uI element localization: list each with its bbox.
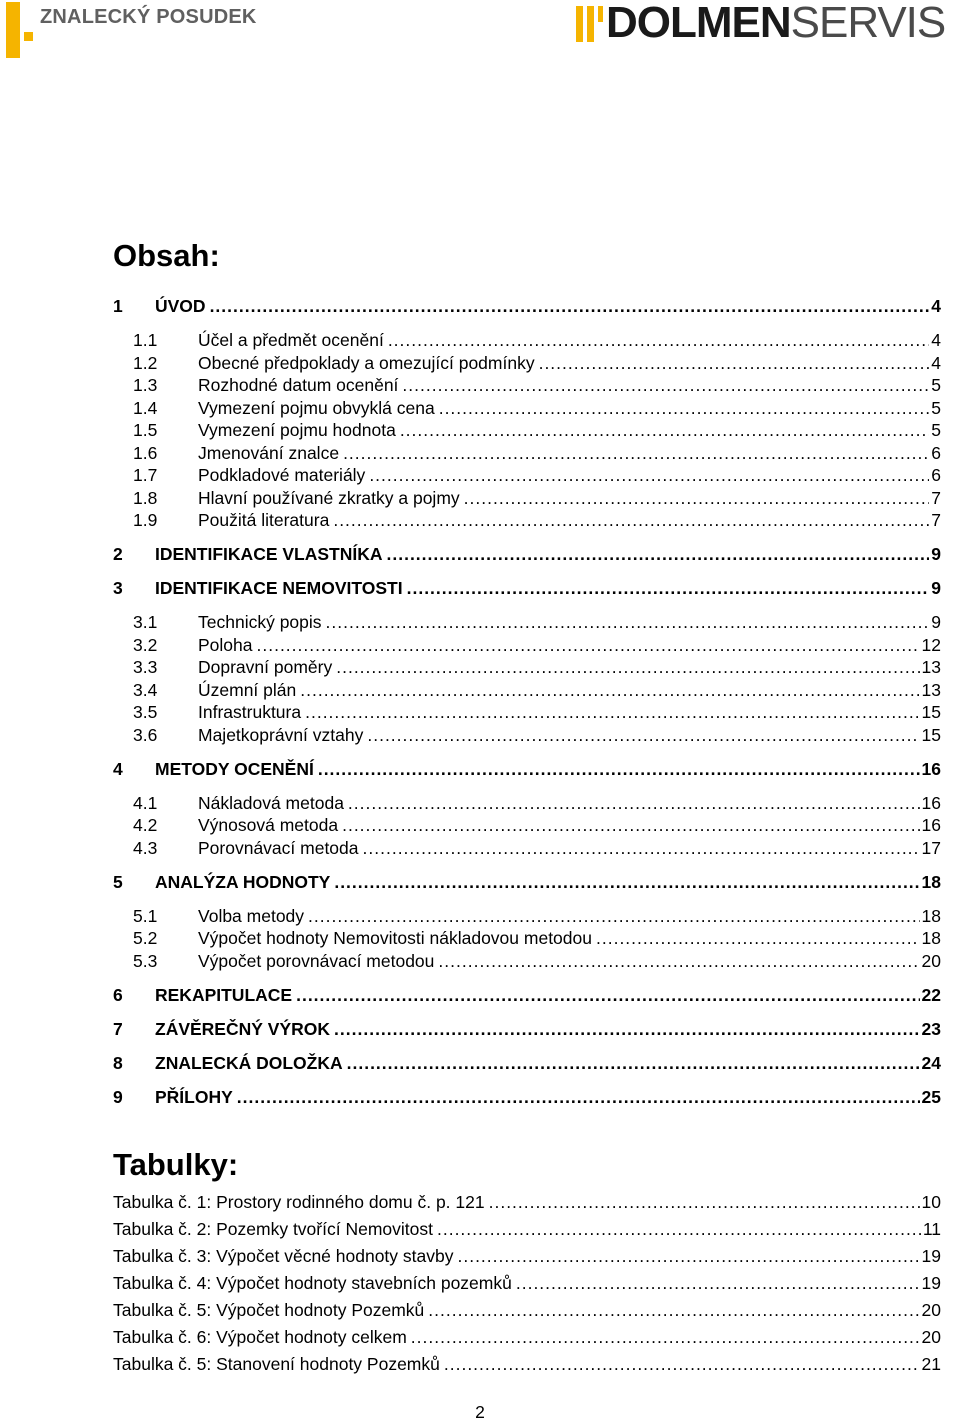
toc-leader-dots [400,419,929,441]
toc-entry-title: Účel a předmět ocenění [198,330,384,350]
toc-entry-page: 20 [921,1327,941,1347]
toc-leader-dots [428,1299,919,1321]
toc-entry[interactable] [133,814,941,836]
toc-entry-page: 5 [931,375,941,395]
toc-entry-title: REKAPITULACE [155,984,293,1005]
toc-entry-number: 7 [113,1018,123,1039]
logo-mark-bar [576,6,583,42]
toc-entry-title: Podkladové materiály [198,465,366,485]
toc-entry-page: 4 [931,352,941,373]
toc-leader-dots [210,295,930,317]
logo-bar [6,2,20,58]
toc-entry-number: 5 [113,871,123,892]
toc-entry-number: 4.2 [133,815,158,835]
toc-leader-dots [388,329,929,351]
toc-entry-page: 9 [931,544,941,564]
toc-entry[interactable] [113,295,941,317]
toc-entry-number: 1.6 [133,442,158,463]
toc-entry-title: PŘÍLOHY [155,1086,233,1107]
toc-leader-dots [367,724,919,746]
toc-entry-number: 1.5 [133,420,158,440]
toc-entry-title: ZÁVĚREČNÝ VÝROK [155,1018,331,1039]
tables-heading: Tabulky: [113,1147,239,1182]
toc-entry-title: Tabulka č. 4: Výpočet hodnoty stavebních pozemků [113,1273,512,1293]
toc-entry-number: 3.3 [133,657,158,677]
toc-leader-dots [336,656,919,678]
logo-light-text: SERVIS [790,0,946,47]
toc-leader-dots [439,397,930,419]
toc-entry-title: Majetkoprávní vztahy [198,724,364,745]
toc-entry-page: 4 [931,330,941,350]
toc-entry[interactable] [133,927,941,949]
logo-bold-text: DOLMEN [606,0,791,47]
table-list-entry[interactable] [113,1191,941,1213]
toc-entry-page: 7 [931,487,941,508]
toc-entry-page: 5 [931,420,941,440]
toc-leader-dots [348,792,920,814]
toc-entry-number: 3.6 [133,724,158,745]
toc-entry-number: 3.2 [133,634,158,655]
toc-entry-page: 22 [921,984,941,1005]
toc-entry-page: 5 [931,397,941,418]
toc-entry-title: Územní plán [198,679,297,700]
toc-leader-dots [516,1272,920,1294]
toc-entry-page: 21 [921,1354,941,1374]
toc-leader-dots [444,1353,920,1375]
toc-leader-dots [369,464,929,486]
toc-entry[interactable] [113,871,941,893]
toc-entry-page: 25 [921,1086,941,1107]
toc-entry-page: 11 [922,1219,941,1239]
toc-entry-page: 18 [921,905,941,926]
toc-entry-number: 8 [113,1052,123,1073]
toc-entry-title: Dopravní poměry [198,657,333,677]
toc-entry-page: 6 [931,465,941,485]
page-header [0,0,960,70]
dolmen-servis-logo [576,0,956,46]
toc-entry[interactable] [133,329,941,351]
toc-entry-page: 20 [921,950,941,971]
toc-entry-page: 6 [931,442,941,463]
toc-leader-dots [343,442,929,464]
toc-entry-title: Tabulka č. 1: Prostory rodinného domu č. p. 121 [113,1192,485,1212]
toc-entry-page: 20 [921,1300,941,1320]
toc-entry-title: Tabulka č. 2: Pozemky tvořící Nemovitost [113,1219,433,1239]
toc-entry-title: Hlavní používané zkratky a pojmy [198,487,460,508]
toc-leader-dots [438,950,919,972]
toc-entry[interactable] [113,1018,941,1040]
toc-entry-number: 2 [113,544,123,564]
toc-entry[interactable] [133,464,941,486]
toc-entry-number: 5.2 [133,928,158,948]
toc-entry-page: 4 [931,296,941,316]
toc-entry-title: Vymezení pojmu hodnota [198,420,396,440]
toc-entry-title: Tabulka č. 3: Výpočet věcné hodnoty stavby [113,1246,454,1266]
toc-entry-number: 1 [113,296,123,316]
toc-entry-page: 19 [921,1273,941,1293]
toc-entry-page: 19 [921,1246,941,1266]
toc-leader-dots [342,814,919,836]
toc-entry-title: Výpočet hodnoty Nemovitosti nákladovou metodou [198,928,592,948]
toc-entry-title: Volba metody [198,905,305,926]
toc-entry-title: Použitá literatura [198,510,330,530]
toc-leader-dots [539,352,930,374]
toc-entry[interactable] [133,442,941,464]
toc-entry-number: 3 [113,578,123,598]
table-list-entry[interactable] [113,1299,941,1321]
toc-leader-dots [318,758,920,780]
logo-mark-bar [587,6,594,42]
toc-leader-dots [334,1018,920,1040]
toc-entry-title: Výpočet porovnávací metodou [198,950,435,971]
toc-entry-title: Obecné předpoklady a omezující podmínky [198,352,535,373]
toc-leader-dots [308,905,919,927]
toc-leader-dots [457,1245,919,1267]
table-list-entry[interactable] [113,1353,941,1375]
toc-leader-dots [411,1326,920,1348]
toc-entry[interactable] [113,1086,941,1108]
table-list-entry[interactable] [113,1245,941,1267]
toc-entry-title: Tabulka č. 5: Výpočet hodnoty Pozemků [113,1300,425,1320]
toc-entry-number: 5.1 [133,905,158,926]
toc-entry-title: Rozhodné datum ocenění [198,375,399,395]
toc-entry[interactable] [133,792,941,814]
toc-entry-title: Porovnávací metoda [198,837,359,858]
toc-entry-number: 1.3 [133,375,158,395]
toc-entry[interactable] [133,701,941,723]
toc-entry[interactable] [133,724,941,746]
toc-leader-dots [326,611,930,633]
toc-leader-dots [305,701,919,723]
table-list-entry[interactable] [113,1218,941,1240]
toc-entry[interactable] [133,509,941,531]
toc-entry-number: 3.1 [133,612,158,632]
toc-entry-page: 24 [921,1052,941,1073]
toc-entry-page: 18 [921,871,941,892]
toc-entry-page: 9 [931,578,941,598]
toc-leader-dots [464,487,930,509]
toc-entry-number: 4 [113,758,123,779]
toc-entry-page: 12 [921,634,941,655]
contents-heading: Obsah: [113,238,220,273]
toc-entry-title: Nákladová metoda [198,792,344,813]
toc-leader-dots [489,1191,920,1213]
toc-leader-dots [596,927,920,949]
toc-entry-page: 17 [921,837,941,858]
toc-entry-title: Vymezení pojmu obvyklá cena [198,397,435,418]
toc-entry[interactable] [113,543,941,565]
toc-entry-number: 5.3 [133,950,158,971]
toc-entry-number: 1.1 [133,330,158,350]
toc-entry-title: ÚVOD [155,296,206,316]
toc-entry-page: 16 [921,758,941,779]
toc-entry[interactable] [133,374,941,396]
toc-entry-number: 9 [113,1086,123,1107]
toc-entry-title: Tabulka č. 5: Stanovení hodnoty Pozemků [113,1354,440,1374]
toc-entry-number: 1.7 [133,465,158,485]
toc-entry[interactable] [133,397,941,419]
page-number: 2 [475,1402,485,1422]
toc-entry-title: ZNALECKÁ DOLOŽKA [155,1052,343,1073]
logo-left-text: ZNALECKÝ POSUDEK [40,6,257,28]
toc-entry[interactable] [133,950,941,972]
toc-leader-dots [334,871,919,893]
toc-entry[interactable] [133,634,941,656]
toc-leader-dots [437,1218,921,1240]
toc-entry-title: ANALÝZA HODNOTY [155,871,331,892]
toc-entry[interactable] [133,679,941,701]
toc-entry-title: Infrastruktura [198,702,302,722]
toc-entry-title: Technický popis [198,612,322,632]
toc-entry-title: Jmenování znalce [198,442,340,463]
toc-leader-dots [387,543,930,565]
toc-entry-page: 15 [921,724,941,745]
toc-entry-page: 16 [921,792,941,813]
toc-entry-title: IDENTIFIKACE NEMOVITOSTI [155,578,403,598]
toc-entry[interactable] [133,656,941,678]
toc-leader-dots [333,509,929,531]
toc-entry-number: 4.3 [133,837,158,858]
toc-entry-page: 13 [921,679,941,700]
toc-entry[interactable] [133,487,941,509]
toc-entry-title: Tabulka č. 6: Výpočet hodnoty celkem [113,1327,407,1347]
toc-entry-page: 13 [921,657,941,677]
toc-entry-title: Výnosová metoda [198,815,339,835]
toc-entry-page: 16 [921,815,941,835]
toc-leader-dots [347,1052,920,1074]
toc-entry-title: IDENTIFIKACE VLASTNÍKA [155,544,383,564]
toc-entry[interactable] [113,758,941,780]
toc-entry-page: 7 [931,510,941,530]
toc-entry[interactable] [113,577,941,599]
toc-leader-dots [237,1086,920,1108]
toc-leader-dots [402,374,929,396]
toc-leader-dots [363,837,920,859]
toc-entry-page: 10 [921,1192,941,1212]
toc-entry-title: Poloha [198,634,253,655]
toc-leader-dots [300,679,919,701]
table-list-entry[interactable] [113,1272,941,1294]
toc-entry[interactable] [133,611,941,633]
toc-leader-dots [296,984,919,1006]
toc-entry[interactable] [133,352,941,374]
toc-leader-dots [257,634,920,656]
toc-entry-number: 3.5 [133,702,158,722]
toc-entry[interactable] [113,1052,941,1074]
toc-entry-number: 3.4 [133,679,158,700]
toc-entry-number: 1.4 [133,397,158,418]
toc-entry[interactable] [133,837,941,859]
toc-entry-number: 1.8 [133,487,158,508]
toc-entry[interactable] [133,905,941,927]
toc-entry-title: METODY OCENĚNÍ [155,758,314,779]
logo-mark-bar [598,6,603,22]
toc-entry-number: 1.2 [133,352,158,373]
toc-entry-number: 6 [113,984,123,1005]
toc-entry[interactable] [133,419,941,441]
toc-entry-number: 1.9 [133,510,158,530]
toc-entry-page: 9 [931,612,941,632]
toc-entry-page: 15 [921,702,941,722]
logo-right-text [606,0,945,48]
toc-entry[interactable] [113,984,941,1006]
toc-entry-page: 18 [921,928,941,948]
toc-entry-page: 23 [921,1018,941,1039]
toc-entry-number: 4.1 [133,792,158,813]
logo-square [24,32,33,41]
toc-leader-dots [407,577,930,599]
table-list-entry[interactable] [113,1326,941,1348]
